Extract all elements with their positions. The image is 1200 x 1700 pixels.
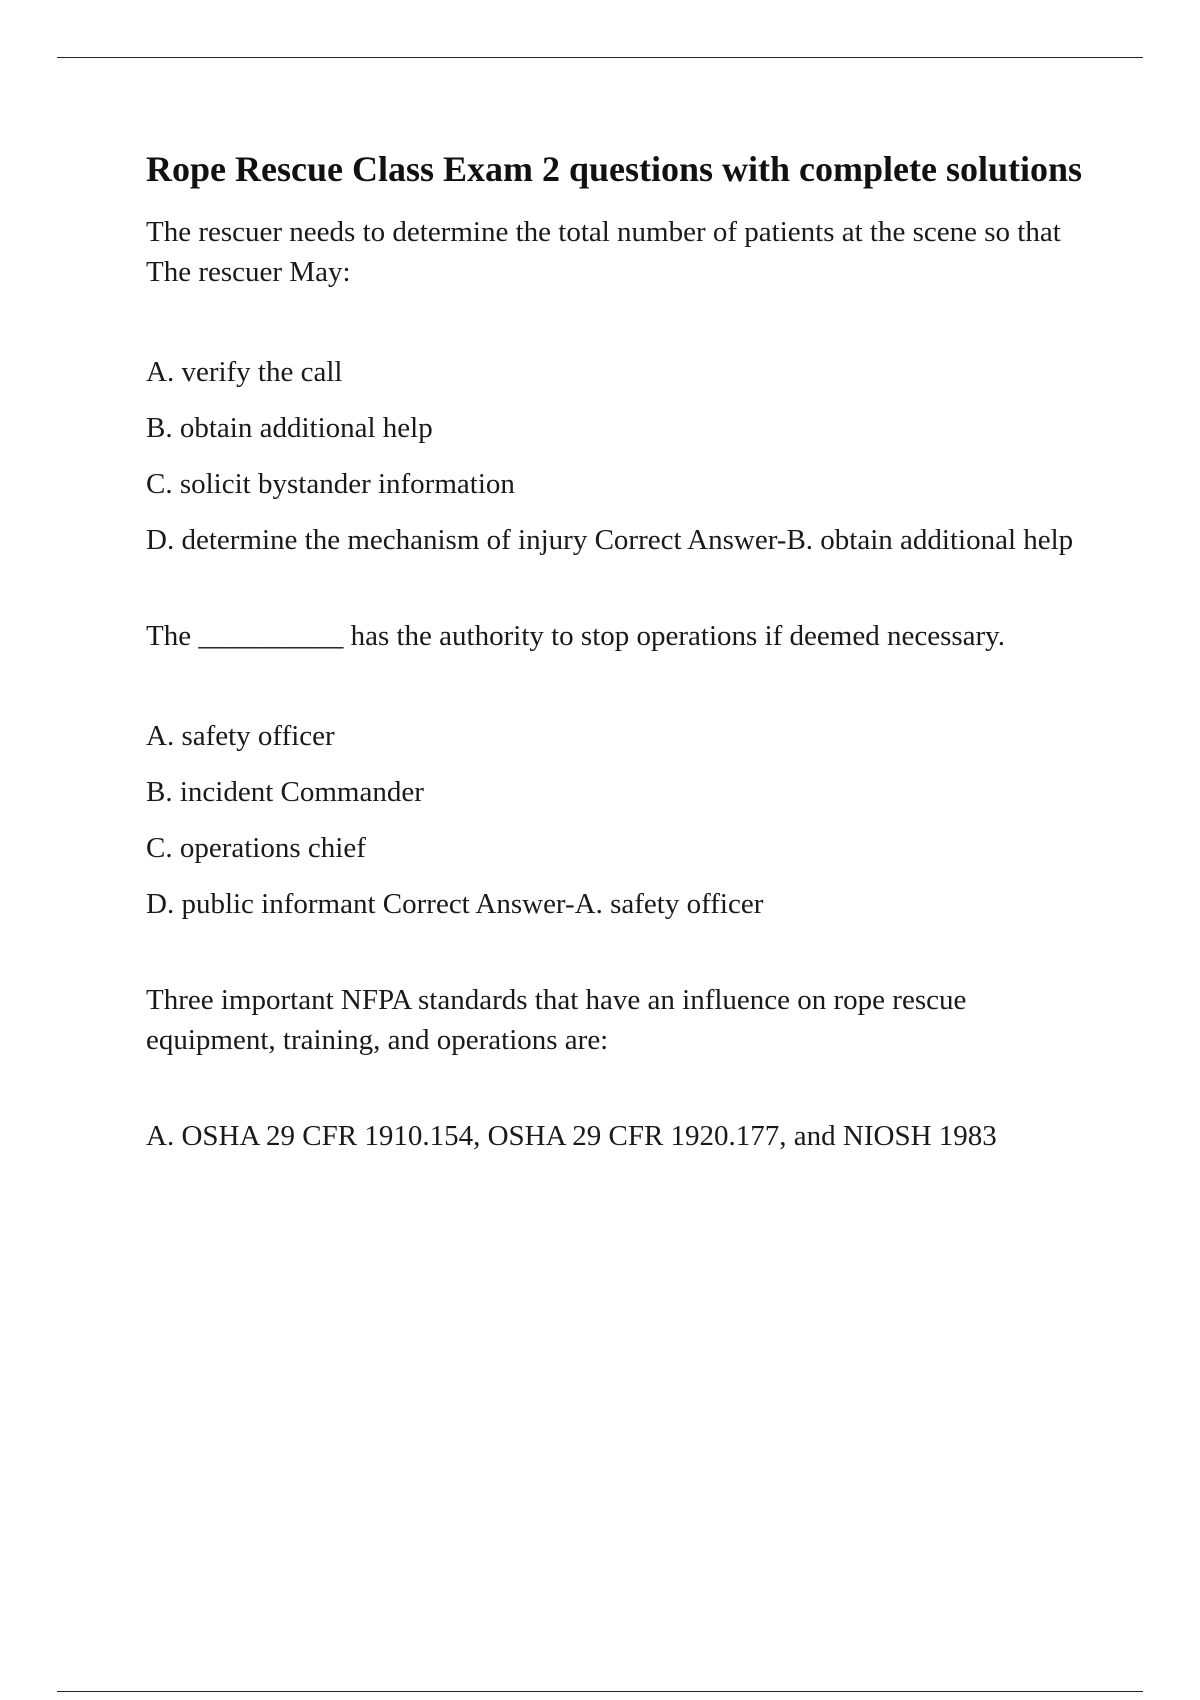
answer-options	[146, 352, 1086, 560]
question-text: The rescuer needs to determine the total number of patients at the scene so that The rescuer May:	[146, 216, 1061, 288]
question-text: Three important NFPA standards that have an influence on rope rescue equipment, training, and operations are:	[146, 984, 967, 1056]
answer-options	[146, 716, 1086, 924]
answer-option-with-correct-answer: D. determine the mechanism of injury Correct Answer-B. obtain additional help	[146, 524, 1074, 556]
question-text: The __________ has the authority to stop operations if deemed necessary.	[146, 620, 1006, 652]
question-block-1	[146, 212, 1086, 560]
answer-option-with-correct-answer: D. public informant Correct Answer-A. safety officer	[146, 888, 764, 920]
question-block-2	[146, 616, 1086, 924]
answer-options	[146, 1116, 1086, 1156]
answer-option: A. safety officer	[146, 720, 335, 752]
document-title: Rope Rescue Class Exam 2 questions with complete solutions	[146, 149, 1083, 189]
question-block-3	[146, 980, 1086, 1156]
answer-option: C. operations chief	[146, 832, 366, 864]
bottom-divider	[57, 1691, 1143, 1692]
document-body	[146, 144, 1086, 1172]
answer-option: C. solicit bystander information	[146, 468, 515, 500]
answer-option: B. obtain additional help	[146, 412, 433, 444]
answer-option: A. OSHA 29 CFR 1910.154, OSHA 29 CFR 1920.177, and NIOSH 1983	[146, 1120, 997, 1152]
answer-option: A. verify the call	[146, 356, 343, 388]
top-divider	[57, 57, 1143, 58]
answer-option: B. incident Commander	[146, 776, 424, 808]
